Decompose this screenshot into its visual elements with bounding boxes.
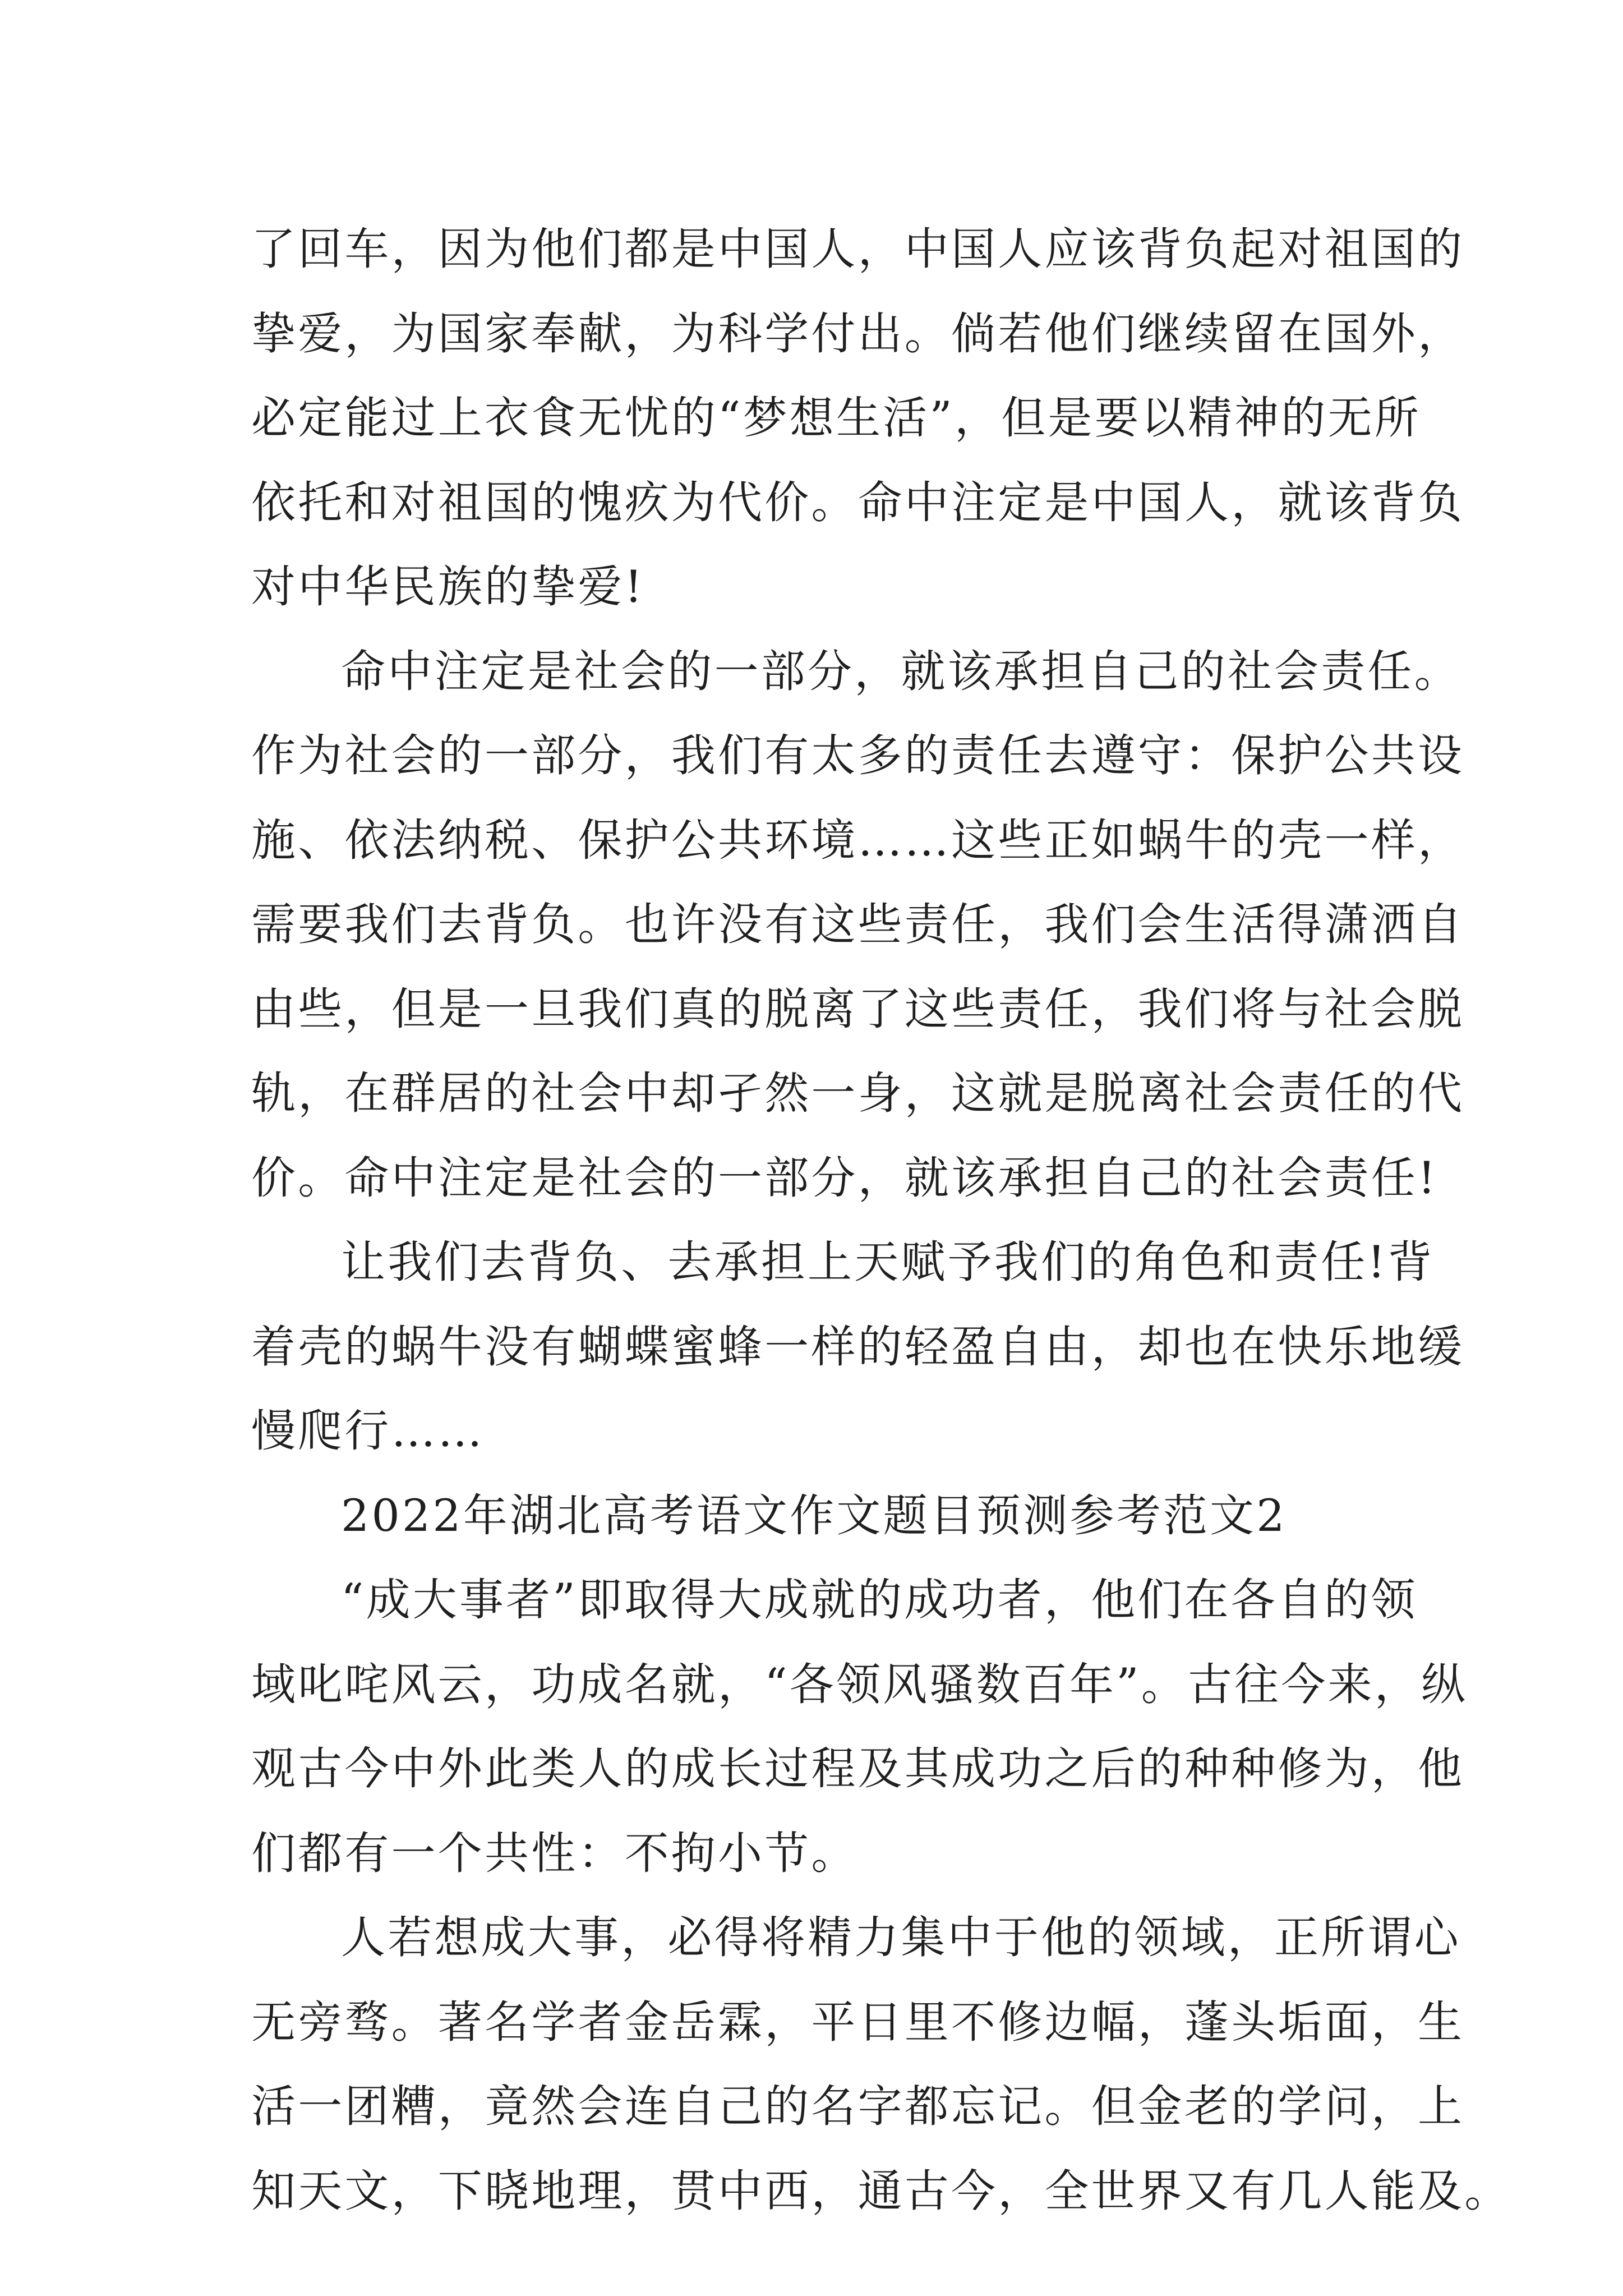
- text-line: 活一团糟，竟然会连自己的名字都忘记。但金老的学问，上: [251, 2081, 1465, 2132]
- text-line: 知天文，下晓地理，贯中西，通古今，全世界又有几人能及。: [251, 2165, 1511, 2217]
- text-line: 需要我们去背负。也许没有这些责任，我们会生活得潇洒自: [251, 899, 1465, 950]
- text-line: 们都有一个共性：不拘小节。: [251, 1827, 858, 1879]
- paragraph-first-line: “成大事者”即取得大成就的成功者，他们在各自的领: [341, 1574, 1418, 1626]
- text-line: 由些，但是一旦我们真的脱离了这些责任，我们将与社会脱: [251, 983, 1465, 1035]
- text-line: 依托和对祖国的愧疚为代价。命中注定是中国人，就该背负: [251, 476, 1465, 528]
- text-line: 慢爬行……: [251, 1405, 485, 1457]
- paragraph-first-line: 让我们去背负、去承担上天赋予我们的角色和责任!背: [341, 1236, 1435, 1288]
- text-line: 必定能过上衣食无忧的“梦想生活”，但是要以精神的无所: [251, 392, 1421, 444]
- body-text: [251, 207, 1511, 2233]
- text-line: 观古今中外此类人的成长过程及其成功之后的种种修为，他: [251, 1743, 1465, 1795]
- text-line: 域叱咤风云，功成名就，“各领风骚数百年”。古往今来，纵: [251, 1658, 1468, 1710]
- section-heading: 2022年湖北高考语文作文题目预测参考范文2: [341, 1489, 1287, 1542]
- text-line: 价。命中注定是社会的一部分，就该承担自己的社会责任!: [251, 1152, 1438, 1204]
- text-line: 轨，在群居的社会中却孑然一身，这就是脱离社会责任的代: [251, 1068, 1465, 1119]
- text-line: 无旁骛。著名学者金岳霖，平日里不修边幅，蓬头垢面，生: [251, 1996, 1465, 2048]
- text-line: 施、依法纳税、保护公共环境……这些正如蜗牛的壳一样，: [251, 814, 1465, 866]
- text-line: 对中华民族的挚爱!: [251, 561, 645, 613]
- paragraph-first-line: 人若想成大事，必得将精力集中于他的领域，正所谓心: [341, 1912, 1461, 1963]
- text-line: 作为社会的一部分，我们有太多的责任去遵守：保护公共设: [251, 730, 1465, 781]
- text-line: 着壳的蜗牛没有蝴蝶蜜蜂一样的轻盈自由，却也在快乐地缓: [251, 1320, 1465, 1373]
- text-line: 了回车，因为他们都是中国人，中国人应该背负起对祖国的: [251, 223, 1465, 275]
- paragraph-first-line: 命中注定是社会的一部分，就该承担自己的社会责任。: [341, 645, 1461, 697]
- text-line: 挚爱，为国家奉献，为科学付出。倘若他们继续留在国外，: [251, 307, 1465, 360]
